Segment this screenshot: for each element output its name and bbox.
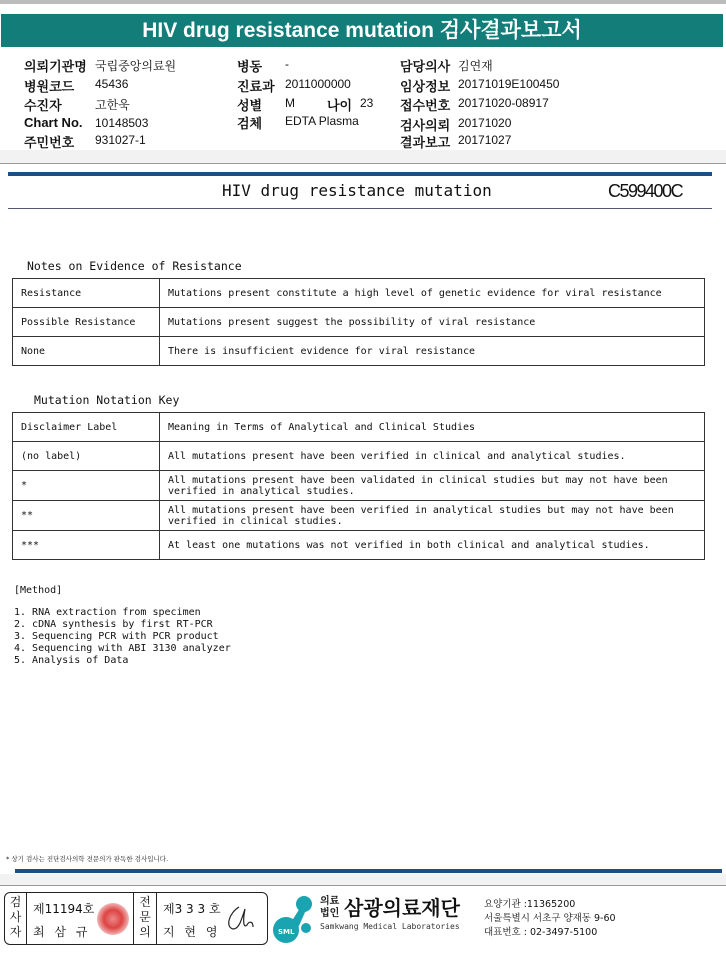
cell: All mutations present have been verified in analytical studies but may not have been verified in clinical studies. — [160, 501, 705, 531]
label: 접수번호 — [400, 98, 451, 113]
value: - — [285, 57, 289, 71]
specialist-label: 전문의 — [133, 893, 157, 944]
table-row — [13, 279, 705, 308]
table-row — [13, 442, 705, 471]
cell: Mutations present suggest the possibility of viral resistance — [160, 308, 705, 337]
label: 병원코드 — [24, 79, 75, 94]
label: 성별 — [237, 98, 263, 113]
cell: Disclaimer Label — [13, 413, 160, 442]
value: 20171027 — [458, 133, 512, 147]
label: 검사의뢰 — [400, 118, 451, 133]
table-row — [13, 308, 705, 337]
cell: All mutations present have been validated in clinical studies but may not have been verified in analytical studies. — [160, 471, 705, 501]
examiner-name: 최 삼 규 — [33, 925, 91, 939]
cell: (no label) — [13, 442, 160, 471]
logo-text: SML — [278, 928, 295, 936]
label: 결과보고 — [400, 135, 451, 150]
report-title: HIV drug resistance mutation — [222, 181, 492, 200]
cell: Mutations present constitute a high level of genetic evidence for viral resistance — [160, 279, 705, 308]
org-prefix: 의료법인 — [320, 896, 340, 919]
value: EDTA Plasma — [285, 114, 359, 128]
examiner-number: 제11194호 — [33, 902, 95, 916]
label: 담당의사 — [400, 59, 451, 74]
address: 서울특별시 서초구 양재동 9-60 — [484, 913, 616, 924]
table-row — [13, 471, 705, 501]
value: 국립중앙의료원 — [95, 59, 177, 73]
divider — [8, 172, 712, 176]
value: 20171019E100450 — [458, 77, 560, 91]
key-table — [12, 412, 705, 560]
label: 수진자 — [24, 98, 62, 113]
org-english-name: Samkwang Medical Laboratories — [320, 922, 460, 931]
cell: *** — [13, 531, 160, 560]
value: 김연재 — [458, 59, 493, 73]
method-step: 4. Sequencing with ABI 3130 analyzer — [14, 643, 231, 654]
divider — [8, 208, 712, 209]
notes-heading: Notes on Evidence of Resistance — [27, 259, 242, 273]
value: 45436 — [95, 77, 129, 91]
table-row — [13, 413, 705, 442]
seal-stamp-icon — [97, 903, 129, 935]
label: 진료과 — [237, 79, 275, 94]
label: 검체 — [237, 116, 263, 131]
value: M — [285, 96, 295, 110]
specialist-number: 제3 3 3 호 — [163, 902, 221, 916]
label: Chart No. — [24, 115, 83, 130]
value: 10148503 — [95, 116, 149, 130]
specialist-name: 지 현 영 — [163, 925, 221, 939]
table-row — [13, 531, 705, 560]
cell: Meaning in Terms of Analytical and Clinical Studies — [160, 413, 705, 442]
method-step: 2. cDNA synthesis by first RT-PCR — [14, 619, 213, 630]
value: 고한욱 — [95, 98, 130, 112]
table-row — [13, 337, 705, 366]
label: 병동 — [237, 59, 263, 74]
cell: Possible Resistance — [13, 308, 160, 337]
report-header-title: HIV drug resistance mutation 검사결과보고서 — [1, 14, 723, 47]
signature-box — [4, 892, 268, 945]
cell: * — [13, 471, 160, 501]
cell: ** — [13, 501, 160, 531]
method-heading: [Method] — [14, 585, 63, 596]
method-step: 3. Sequencing PCR with PCR product — [14, 631, 219, 642]
cell: There is insufficient evidence for viral resistance — [160, 337, 705, 366]
label: 임상정보 — [400, 79, 451, 94]
value: 20171020-08917 — [458, 96, 549, 110]
key-heading: Mutation Notation Key — [34, 393, 180, 407]
table-row — [13, 501, 705, 531]
label: 의뢰기관명 — [24, 59, 87, 74]
phone: 대표번호 : 02-3497-5100 — [484, 927, 598, 938]
institution-code: 요양기관 :11365200 — [484, 899, 576, 910]
label: 주민번호 — [24, 135, 75, 150]
org-name: 삼광의료재단 — [344, 896, 460, 920]
cell: At least one mutations was not verified in both clinical and analytical studies. — [160, 531, 705, 560]
examiner-label: 검사자 — [5, 893, 27, 944]
notes-table — [12, 278, 705, 366]
value: 2011000000 — [285, 77, 351, 91]
value: 931027-1 — [95, 133, 146, 147]
method-step: 5. Analysis of Data — [14, 655, 129, 666]
cell: All mutations present have been verified in clinical and analytical studies. — [160, 442, 705, 471]
signature-icon — [223, 903, 259, 935]
value: 23 — [360, 96, 374, 110]
top-border — [0, 0, 726, 4]
separator-band — [0, 150, 726, 164]
test-code: C599400C — [608, 181, 683, 201]
cell: Resistance — [13, 279, 160, 308]
label: 나이 — [327, 98, 353, 113]
divider — [15, 869, 722, 873]
footer-note: * 상기 검사는 진단검사의학 전문의가 판독한 검사입니다. — [6, 855, 169, 863]
method-step: 1. RNA extraction from specimen — [14, 607, 201, 618]
cell: None — [13, 337, 160, 366]
sml-logo-icon — [272, 894, 318, 944]
separator-band — [0, 874, 726, 886]
value: 20171020 — [458, 116, 512, 130]
